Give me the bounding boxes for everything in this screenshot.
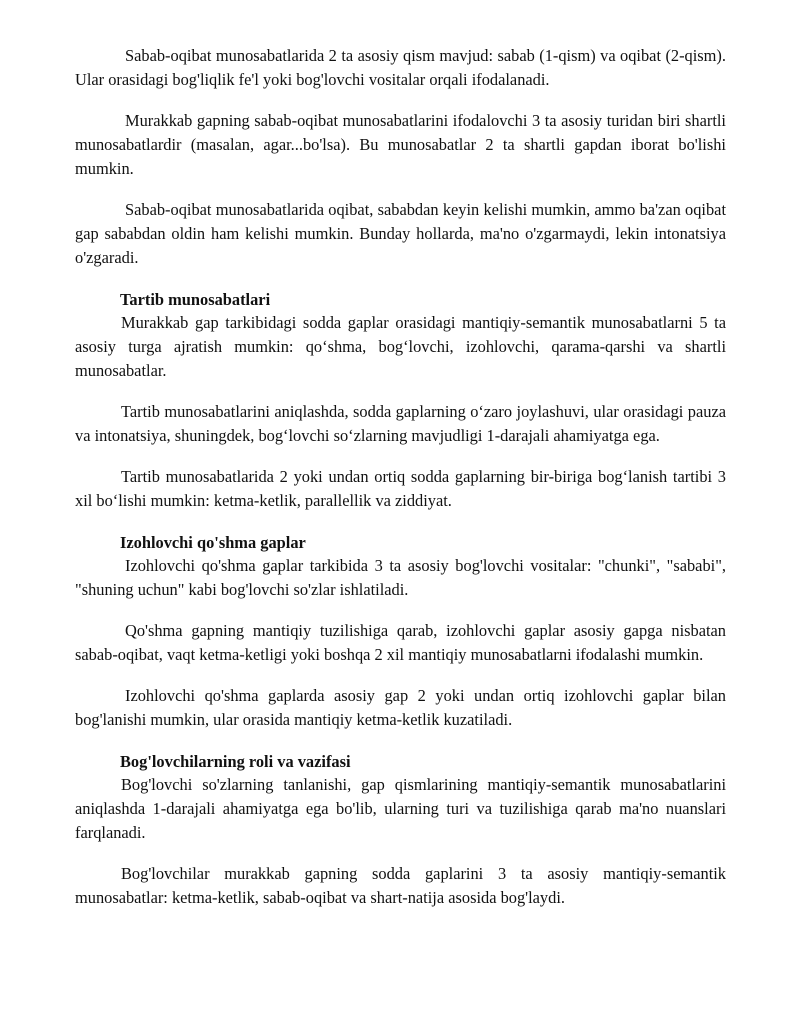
paragraph: Sabab-oqibat munosabatlarida 2 ta asosiy qism mavjud: sabab (1-qism) va oqibat (2-qism). Ular orasidagi bog'liqlik fe'l yoki bog'lovchi vositalar orqali ifodalanadi.	[75, 46, 726, 89]
paragraph: Tartib munosabatlarini aniqlashda, sodda gaplarning o‘zaro joylashuvi, ular orasidagi pauza va intonatsiya, shuningdek, bog‘lovchi so‘zlarning mavjudligi 1-darajali ahamiyatga ega.	[75, 402, 726, 445]
paragraph: Murakkab gapning sabab-oqibat munosabatlarini ifodalovchi 3 ta asosiy turidan biri shartli munosabatlardir (masalan, agar...bo'lsa). Bu munosabatlar 2 ta shartli gapdan iborat bo'lishi mumkin.	[75, 111, 726, 178]
paragraph: Qo'shma gapning mantiqiy tuzilishiga qarab, izohlovchi gaplar asosiy gapga nisbatan sabab-oqibat, vaqt ketma-ketligi yoki boshqa 2 xil mantiqiy munosabatlarni ifodalashi mumkin.	[75, 621, 726, 664]
paragraph: Murakkab gap tarkibidagi sodda gaplar orasidagi mantiqiy-semantik munosabatlarni 5 ta asosiy turga ajratish mumkin: qo‘shma, bog‘lovchi, izohlovchi, qarama-qarshi va shartli munosabatlar.	[75, 313, 726, 380]
paragraph: Tartib munosabatlarida 2 yoki undan ortiq sodda gaplarning bir-biriga bog‘lanish tartibi 3 xil bo‘lishi mumkin: ketma-ketlik, parallellik va ziddiyat.	[75, 467, 726, 510]
section-heading: Izohlovchi qo'shma gaplar	[120, 533, 306, 552]
paragraph: Sabab-oqibat munosabatlarida oqibat, sababdan keyin kelishi mumkin, ammo ba'zan oqibat gap sababdan oldin ham kelishi mumkin. Bunday hollarda, ma'no o'zgarmaydi, lekin intonatsiya o'zgaradi.	[75, 200, 726, 267]
paragraph: Izohlovchi qo'shma gaplarda asosiy gap 2 yoki undan ortiq izohlovchi gaplar bilan bog'lanishi mumkin, ular orasida mantiqiy ketma-ketlik kuzatiladi.	[75, 686, 726, 729]
section-heading: Bog'lovchilarning roli va vazifasi	[120, 752, 351, 771]
section-heading: Tartib munosabatlari	[120, 290, 271, 309]
paragraph: Bog'lovchi so'zlarning tanlanishi, gap qismlarining mantiqiy-semantik munosabatlarini aniqlashda 1-darajali ahamiyatga ega bo'lib, ularning turi va tuzilishiga qarab ma'no nuanslari farqlanadi.	[75, 775, 726, 842]
paragraph: Izohlovchi qo'shma gaplar tarkibida 3 ta asosiy bog'lovchi vositalar: "chunki", "sababi", "shuning uchun" kabi bog'lovchi so'zlar ishlatiladi.	[75, 556, 726, 599]
paragraph: Bog'lovchilar murakkab gapning sodda gaplarini 3 ta asosiy mantiqiy-semantik munosabatlar: ketma-ketlik, sabab-oqibat va shart-natija asosida bog'laydi.	[75, 864, 726, 907]
